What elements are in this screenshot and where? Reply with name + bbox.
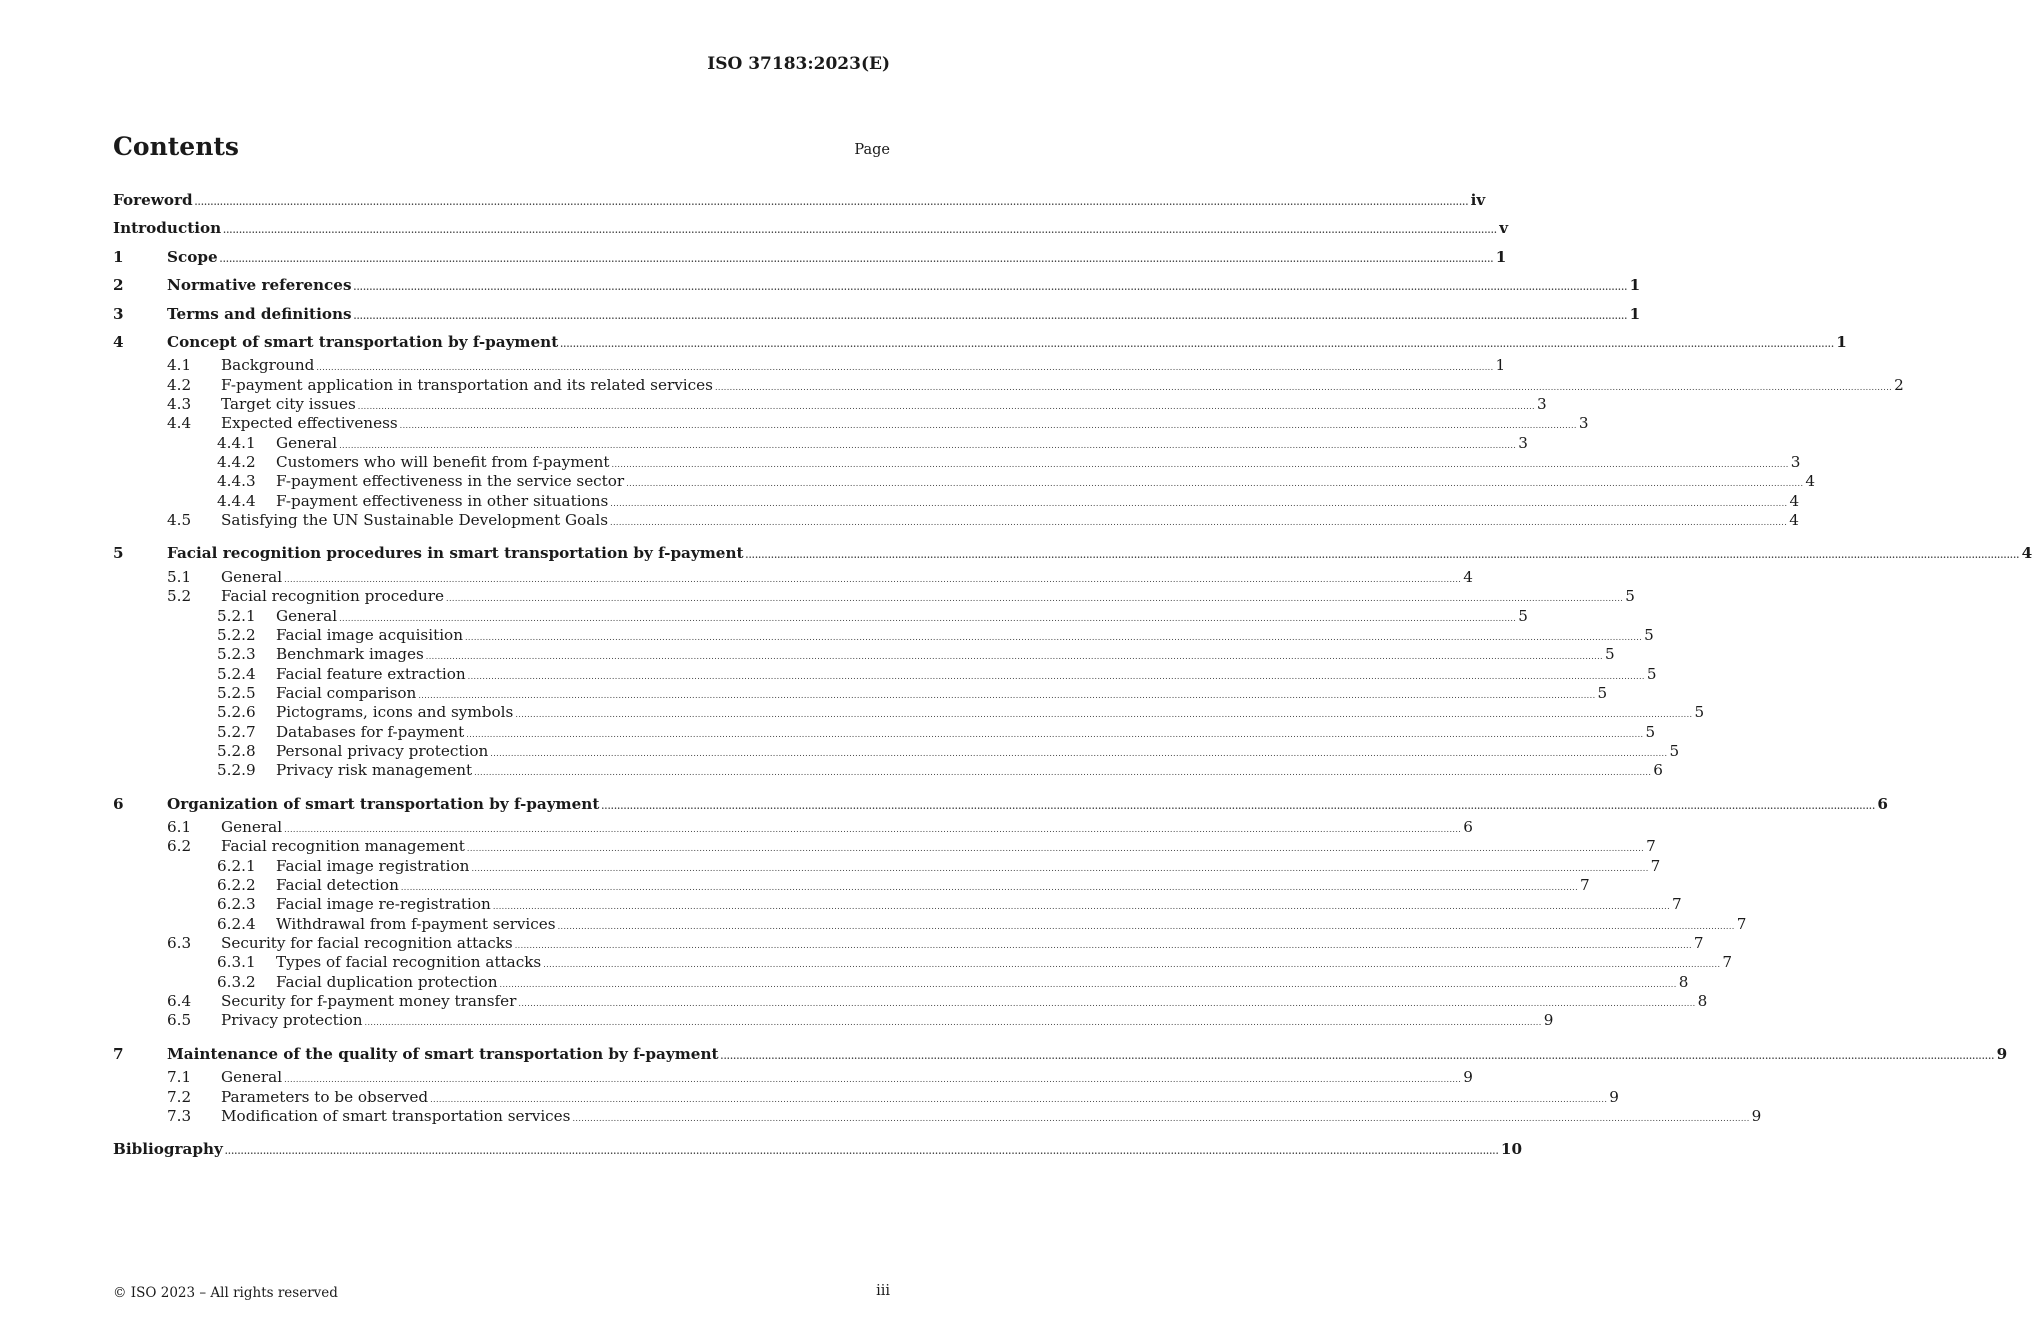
toc-entry[interactable]	[113, 356, 1506, 375]
toc-leader-dots: ................................................................................................................................................................................................................................................................................................................................................................................................................	[316, 363, 1494, 373]
toc-leader-dots: ................................................................................................................................................................................................................................................................................................................................................................................................................	[284, 1075, 1462, 1085]
toc-leader-dots: ................................................................................................................................................................................................................................................................................................................................................................................................................	[399, 421, 1577, 431]
toc-entry[interactable]	[113, 491, 1800, 511]
toc-entry[interactable]	[113, 625, 1654, 645]
toc-entry-title: Maintenance of the quality of smart transportation by f-payment	[167, 1044, 719, 1063]
toc-leader-dots: ................................................................................................................................................................................................................................................................................................................................................................................................................	[284, 574, 1462, 584]
toc-entry-page: 7	[1693, 934, 1704, 953]
toc-entry[interactable]	[113, 895, 1682, 914]
toc-leader-dots: ................................................................................................................................................................................................................................................................................................................................................................................................................	[518, 999, 1696, 1009]
toc-entry[interactable]	[113, 972, 1689, 992]
toc-entry-page: 1	[1629, 276, 1641, 295]
toc-entry-page: 5	[1604, 645, 1615, 664]
toc-entry-number: 7.2	[167, 1087, 192, 1106]
toc-entry-page: 1	[1495, 247, 1507, 266]
toc-leader-dots: ................................................................................................................................................................................................................................................................................................................................................................................................................	[219, 253, 1494, 264]
toc-entry-number: 6.3.1	[217, 953, 256, 972]
toc-entry[interactable]	[113, 722, 1656, 742]
toc-entry[interactable]	[113, 395, 1547, 414]
footer-page-number: iii	[876, 1283, 890, 1299]
toc-entry-page: 3	[1790, 453, 1801, 472]
toc-entry[interactable]	[113, 1040, 2008, 1068]
toc-entry-title: Foreword	[113, 191, 193, 209]
toc-entry-title: Facial detection	[276, 876, 399, 895]
toc-entry[interactable]	[113, 856, 1661, 876]
toc-entry-page: 4	[2021, 544, 2032, 563]
toc-entry-page: 2	[1894, 375, 1904, 394]
toc-entry[interactable]	[113, 703, 1705, 722]
toc-entry-page: 7	[1672, 895, 1682, 914]
toc-entry-title: Security for facial recognition attacks	[221, 934, 513, 953]
toc-entry-title: Pictograms, icons and symbols	[276, 703, 514, 722]
toc-entry-number: 6.2.2	[217, 876, 256, 895]
toc-entry[interactable]	[113, 741, 1680, 761]
toc-leader-dots: ................................................................................................................................................................................................................................................................................................................................................................................................................	[430, 1094, 1608, 1104]
toc-leader-dots: ................................................................................................................................................................................................................................................................................................................................................................................................................	[339, 440, 1517, 450]
toc-entry-page: 7	[1722, 953, 1733, 972]
toc-entry-title: F-payment effectiveness in the service sector	[276, 472, 625, 491]
toc-entry-page: 5	[1646, 664, 1657, 683]
page-title: Contents	[113, 132, 240, 161]
toc-entry[interactable]	[113, 472, 1816, 491]
toc-entry-number: 6.2	[167, 837, 192, 856]
toc-entry-title: Security for f-payment money transfer	[221, 992, 517, 1011]
toc-entry[interactable]	[113, 934, 1704, 953]
toc-entry-page: 1	[1836, 332, 1847, 351]
toc-entry[interactable]	[113, 953, 1733, 972]
toc-entry-number: 5.2.7	[217, 722, 256, 741]
toc-entry[interactable]	[113, 761, 1663, 780]
toc-entry-number: 7.1	[167, 1068, 192, 1087]
toc-entry-page: iv	[1470, 191, 1486, 209]
toc-entry-number: 4.4.4	[217, 491, 256, 510]
toc-entry[interactable]	[113, 243, 1507, 271]
toc-entry[interactable]	[113, 606, 1528, 626]
toc-entry-title: General	[221, 818, 283, 836]
toc-leader-dots: ................................................................................................................................................................................................................................................................................................................................................................................................................	[425, 652, 1603, 662]
toc-entry[interactable]	[113, 511, 1799, 530]
toc-entry-page: 5	[1669, 741, 1680, 760]
toc-entry-title: Scope	[167, 247, 218, 266]
toc-entry-page: 3	[1578, 414, 1589, 433]
toc-entry-number: 2	[113, 276, 124, 295]
toc-leader-dots: ................................................................................................................................................................................................................................................................................................................................................................................................................	[194, 197, 1469, 207]
toc-entry-title: Facial image registration	[276, 856, 470, 875]
toc-entry-title: Personal privacy protection	[276, 741, 489, 760]
toc-entry-title: Privacy risk management	[276, 761, 473, 780]
toc-entry-title: Facial feature extraction	[276, 664, 466, 683]
toc-entry-title: Facial recognition procedure	[221, 587, 445, 606]
toc-entry[interactable]	[113, 1106, 1762, 1126]
toc-entry-page: 5	[1694, 703, 1705, 722]
toc-leader-dots: ................................................................................................................................................................................................................................................................................................................................................................................................................	[610, 518, 1788, 528]
toc-leader-dots: ................................................................................................................................................................................................................................................................................................................................................................................................................	[471, 863, 1649, 873]
toc-entry-page: 9	[1751, 1106, 1762, 1125]
toc-entry-title: Facial comparison	[276, 683, 417, 702]
toc-leader-dots: ................................................................................................................................................................................................................................................................................................................................................................................................................	[611, 460, 1789, 470]
toc-entry-title: General	[276, 433, 338, 452]
toc-entry-page: 3	[1518, 433, 1528, 452]
toc-entry-number: 5.2.9	[217, 761, 256, 780]
toc-entry[interactable]	[113, 300, 1641, 328]
toc-entry[interactable]	[113, 539, 2032, 567]
toc-entry-number: 5.2.1	[217, 606, 256, 625]
toc-entry-number: 6.3	[167, 934, 192, 953]
toc-leader-dots: ................................................................................................................................................................................................................................................................................................................................................................................................................	[223, 225, 1498, 236]
toc-entry-number: 4	[113, 332, 124, 351]
toc-leader-dots: ................................................................................................................................................................................................................................................................................................................................................................................................................	[499, 979, 1677, 989]
toc-leader-dots: ................................................................................................................................................................................................................................................................................................................................................................................................................	[466, 729, 1644, 739]
toc-entry-title: General	[276, 606, 338, 625]
toc-entry[interactable]	[113, 375, 1904, 395]
toc-entry-number: 5.2.8	[217, 741, 256, 760]
toc-entry-page: 7	[1650, 856, 1661, 875]
toc-entry-title: Facial image re-registration	[276, 895, 491, 914]
toc-entry-number: 6.5	[167, 1011, 192, 1030]
toc-entry-number: 5.2.2	[217, 625, 256, 644]
toc-entry[interactable]	[113, 414, 1589, 433]
toc-entry-title: Target city issues	[221, 395, 356, 414]
toc-entry-title: Normative references	[167, 276, 352, 295]
toc-entry[interactable]	[113, 645, 1615, 664]
document-id: ISO 37183:2023(E)	[707, 54, 890, 74]
toc-entry-title: Privacy protection	[221, 1011, 363, 1030]
toc-entry[interactable]	[113, 433, 1528, 453]
toc-leader-dots: ................................................................................................................................................................................................................................................................................................................................................................................................................	[418, 690, 1596, 700]
toc-entry-title: General	[221, 1068, 283, 1087]
toc-entry-page: 4	[1805, 472, 1816, 491]
toc-entry-number: 4.2	[167, 375, 192, 394]
page-column-label: Page	[854, 142, 890, 158]
toc-entry-number: 5.2.5	[217, 683, 256, 702]
toc-entry-number: 4.4.1	[217, 433, 256, 452]
toc-entry-page: 9	[1609, 1087, 1619, 1106]
toc-entry[interactable]	[113, 271, 1641, 299]
toc-entry-title: Databases for f-payment	[276, 722, 465, 741]
toc-leader-dots: ................................................................................................................................................................................................................................................................................................................................................................................................................	[714, 382, 1893, 392]
toc-leader-dots: ................................................................................................................................................................................................................................................................................................................................................................................................................	[515, 710, 1693, 720]
toc-entry[interactable]	[113, 186, 1486, 214]
toc-entry-title: Expected effectiveness	[221, 414, 398, 433]
toc-entry[interactable]	[113, 992, 1708, 1011]
toc-entry-page: 1	[1629, 304, 1641, 323]
toc-entry-title: Parameters to be observed	[221, 1087, 429, 1106]
toc-entry-title: Benchmark images	[276, 645, 424, 664]
toc-entry-page: 1	[1495, 356, 1506, 375]
toc-leader-dots: ................................................................................................................................................................................................................................................................................................................................................................................................................	[353, 310, 1628, 321]
toc-entry-title: Terms and definitions	[167, 304, 352, 323]
toc-entry-number: 6.4	[167, 992, 192, 1011]
toc-entry[interactable]	[113, 683, 1608, 703]
toc-entry-title: Concept of smart transportation by f-payment	[167, 332, 559, 351]
toc-leader-dots: ................................................................................................................................................................................................................................................................................................................................................................................................................	[353, 282, 1628, 293]
toc-entry-number: 4.4.2	[217, 453, 256, 472]
toc-entry[interactable]	[113, 214, 1509, 242]
toc-entry-title: F-payment application in transportation and its related services	[221, 375, 713, 394]
toc-leader-dots: ................................................................................................................................................................................................................................................................................................................................................................................................................	[467, 671, 1645, 681]
toc-leader-dots: ................................................................................................................................................................................................................................................................................................................................................................................................................	[720, 1050, 1995, 1061]
toc-entry-page: 5	[1518, 606, 1528, 625]
toc-entry-title: Modification of smart transportation services	[221, 1106, 571, 1125]
toc-entry-number: 7.3	[167, 1106, 192, 1125]
toc-leader-dots: ................................................................................................................................................................................................................................................................................................................................................................................................................	[464, 632, 1643, 642]
toc-entry[interactable]	[113, 567, 1473, 587]
toc-entry-page: 5	[1645, 722, 1656, 741]
toc-entry-number: 7	[113, 1044, 124, 1063]
toc-entry-page: 7	[1736, 914, 1747, 933]
toc-entry-number: 5.2.4	[217, 664, 256, 683]
toc-entry-number: 6.1	[167, 818, 192, 836]
toc-entry[interactable]	[113, 1011, 1554, 1030]
toc-entry-title: Organization of smart transportation by f-payment	[167, 794, 600, 813]
toc-leader-dots: ................................................................................................................................................................................................................................................................................................................................................................................................................	[224, 1146, 1499, 1157]
toc-entry[interactable]	[113, 587, 1635, 606]
toc-leader-dots: ................................................................................................................................................................................................................................................................................................................................................................................................................	[339, 613, 1517, 623]
toc-entry-page: 9	[1463, 1068, 1473, 1087]
toc-entry-number: 1	[113, 247, 124, 266]
toc-leader-dots: ................................................................................................................................................................................................................................................................................................................................................................................................................	[466, 844, 1645, 854]
toc-entry-number: 5	[113, 544, 124, 563]
toc-entry-number: 5.2.6	[217, 703, 256, 722]
toc-leader-dots: ................................................................................................................................................................................................................................................................................................................................................................................................................	[601, 800, 1876, 811]
toc-entry-title: Introduction	[113, 219, 222, 238]
toc-entry-number: 5.2	[167, 587, 192, 606]
toc-entry[interactable]	[113, 1087, 1619, 1107]
toc-entry-page: 8	[1697, 992, 1708, 1011]
toc-entry-number: 6.2.1	[217, 856, 256, 875]
toc-leader-dots: ................................................................................................................................................................................................................................................................................................................................................................................................................	[446, 594, 1624, 604]
toc-leader-dots: ................................................................................................................................................................................................................................................................................................................................................................................................................	[490, 748, 1668, 758]
toc-entry[interactable]	[113, 1068, 1473, 1087]
toc-entry[interactable]	[113, 453, 1801, 472]
toc-leader-dots: ................................................................................................................................................................................................................................................................................................................................................................................................................	[626, 479, 1804, 489]
toc-entry-title: Bibliography	[113, 1140, 223, 1159]
toc-entry-title: General	[221, 567, 283, 586]
toc-entry-page: 5	[1644, 625, 1654, 644]
toc-entry-title: Background	[221, 356, 315, 375]
footer-copyright: © ISO 2023 – All rights reserved	[113, 1285, 338, 1301]
toc-leader-dots: ................................................................................................................................................................................................................................................................................................................................................................................................................	[492, 902, 1671, 912]
toc-leader-dots: ................................................................................................................................................................................................................................................................................................................................................................................................................	[557, 921, 1735, 931]
toc-entry-number: 3	[113, 304, 124, 323]
toc-entry[interactable]	[113, 664, 1657, 684]
toc-entry-number: 5.2.3	[217, 645, 256, 664]
toc-entry-title: Withdrawal from f-payment services	[276, 914, 556, 933]
toc-entry-page: 5	[1625, 587, 1635, 606]
toc-entry-title: Customers who will benefit from f-payment	[276, 453, 610, 472]
toc-leader-dots: ................................................................................................................................................................................................................................................................................................................................................................................................................	[745, 550, 2020, 561]
toc-entry-title: F-payment effectiveness in other situations	[276, 491, 609, 510]
toc-entry[interactable]	[113, 876, 1590, 895]
toc-entry-page: 5	[1597, 683, 1608, 702]
toc-leader-dots: ................................................................................................................................................................................................................................................................................................................................................................................................................	[572, 1113, 1750, 1123]
toc-leader-dots: ................................................................................................................................................................................................................................................................................................................................................................................................................	[364, 1018, 1542, 1028]
toc-entry-page: 9	[1996, 1044, 2008, 1063]
toc-entry-page: v	[1499, 219, 1509, 238]
toc-entry-page: 9	[1543, 1011, 1554, 1030]
toc-entry[interactable]	[113, 837, 1656, 856]
toc-entry-number: 6.2.3	[217, 895, 256, 914]
toc-entry-page: 4	[1789, 511, 1799, 530]
toc-entry-page: 10	[1500, 1140, 1523, 1159]
toc-entry-number: 6	[113, 794, 124, 813]
toc-entry[interactable]	[113, 818, 1473, 837]
toc-entry-page: 7	[1646, 837, 1656, 856]
toc-leader-dots: ................................................................................................................................................................................................................................................................................................................................................................................................................	[400, 883, 1579, 893]
toc-leader-dots: ................................................................................................................................................................................................................................................................................................................................................................................................................	[514, 941, 1692, 951]
toc-entry[interactable]	[113, 328, 1847, 356]
toc-leader-dots: ................................................................................................................................................................................................................................................................................................................................................................................................................	[474, 768, 1652, 778]
toc-leader-dots: ................................................................................................................................................................................................................................................................................................................................................................................................................	[560, 338, 1835, 349]
toc-entry-number: 4.1	[167, 356, 192, 375]
toc-entry-page: 3	[1536, 395, 1547, 414]
toc-entry[interactable]	[113, 790, 1888, 818]
toc-entry-number: 4.3	[167, 395, 192, 414]
toc-entry-page: 6	[1653, 761, 1663, 780]
toc-entry-page: 6	[1463, 818, 1473, 836]
toc-leader-dots: ................................................................................................................................................................................................................................................................................................................................................................................................................	[543, 960, 1721, 970]
toc-entry-page: 6	[1877, 794, 1888, 813]
toc-entry-title: Facial duplication protection	[276, 972, 498, 991]
toc-entry-page: 4	[1463, 567, 1473, 586]
toc-leader-dots: ................................................................................................................................................................................................................................................................................................................................................................................................................	[610, 498, 1788, 508]
toc-entry[interactable]	[113, 914, 1747, 934]
toc-entry-number: 4.4	[167, 414, 192, 433]
toc-entry-number: 5.1	[167, 567, 192, 586]
toc-leader-dots: ................................................................................................................................................................................................................................................................................................................................................................................................................	[357, 402, 1535, 412]
toc-entry-number: 4.4.3	[217, 472, 256, 491]
toc-entry-page: 7	[1580, 876, 1590, 895]
toc-entry-title: Facial image acquisition	[276, 625, 463, 644]
toc-leader-dots: ................................................................................................................................................................................................................................................................................................................................................................................................................	[284, 825, 1462, 834]
toc-entry-page: 4	[1789, 491, 1800, 510]
toc-entry-title: Facial recognition procedures in smart transportation by f-payment	[167, 544, 744, 563]
toc-entry-title: Types of facial recognition attacks	[276, 953, 542, 972]
table-of-contents	[113, 186, 2032, 1164]
toc-entry-page: 8	[1678, 972, 1689, 991]
toc-entry-number: 6.2.4	[217, 914, 256, 933]
toc-entry-title: Satisfying the UN Sustainable Development Goals	[221, 511, 608, 530]
toc-entry-number: 4.5	[167, 511, 192, 530]
toc-entry[interactable]	[113, 1135, 1523, 1163]
toc-entry-number: 6.3.2	[217, 972, 256, 991]
toc-entry-title: Facial recognition management	[221, 837, 465, 856]
